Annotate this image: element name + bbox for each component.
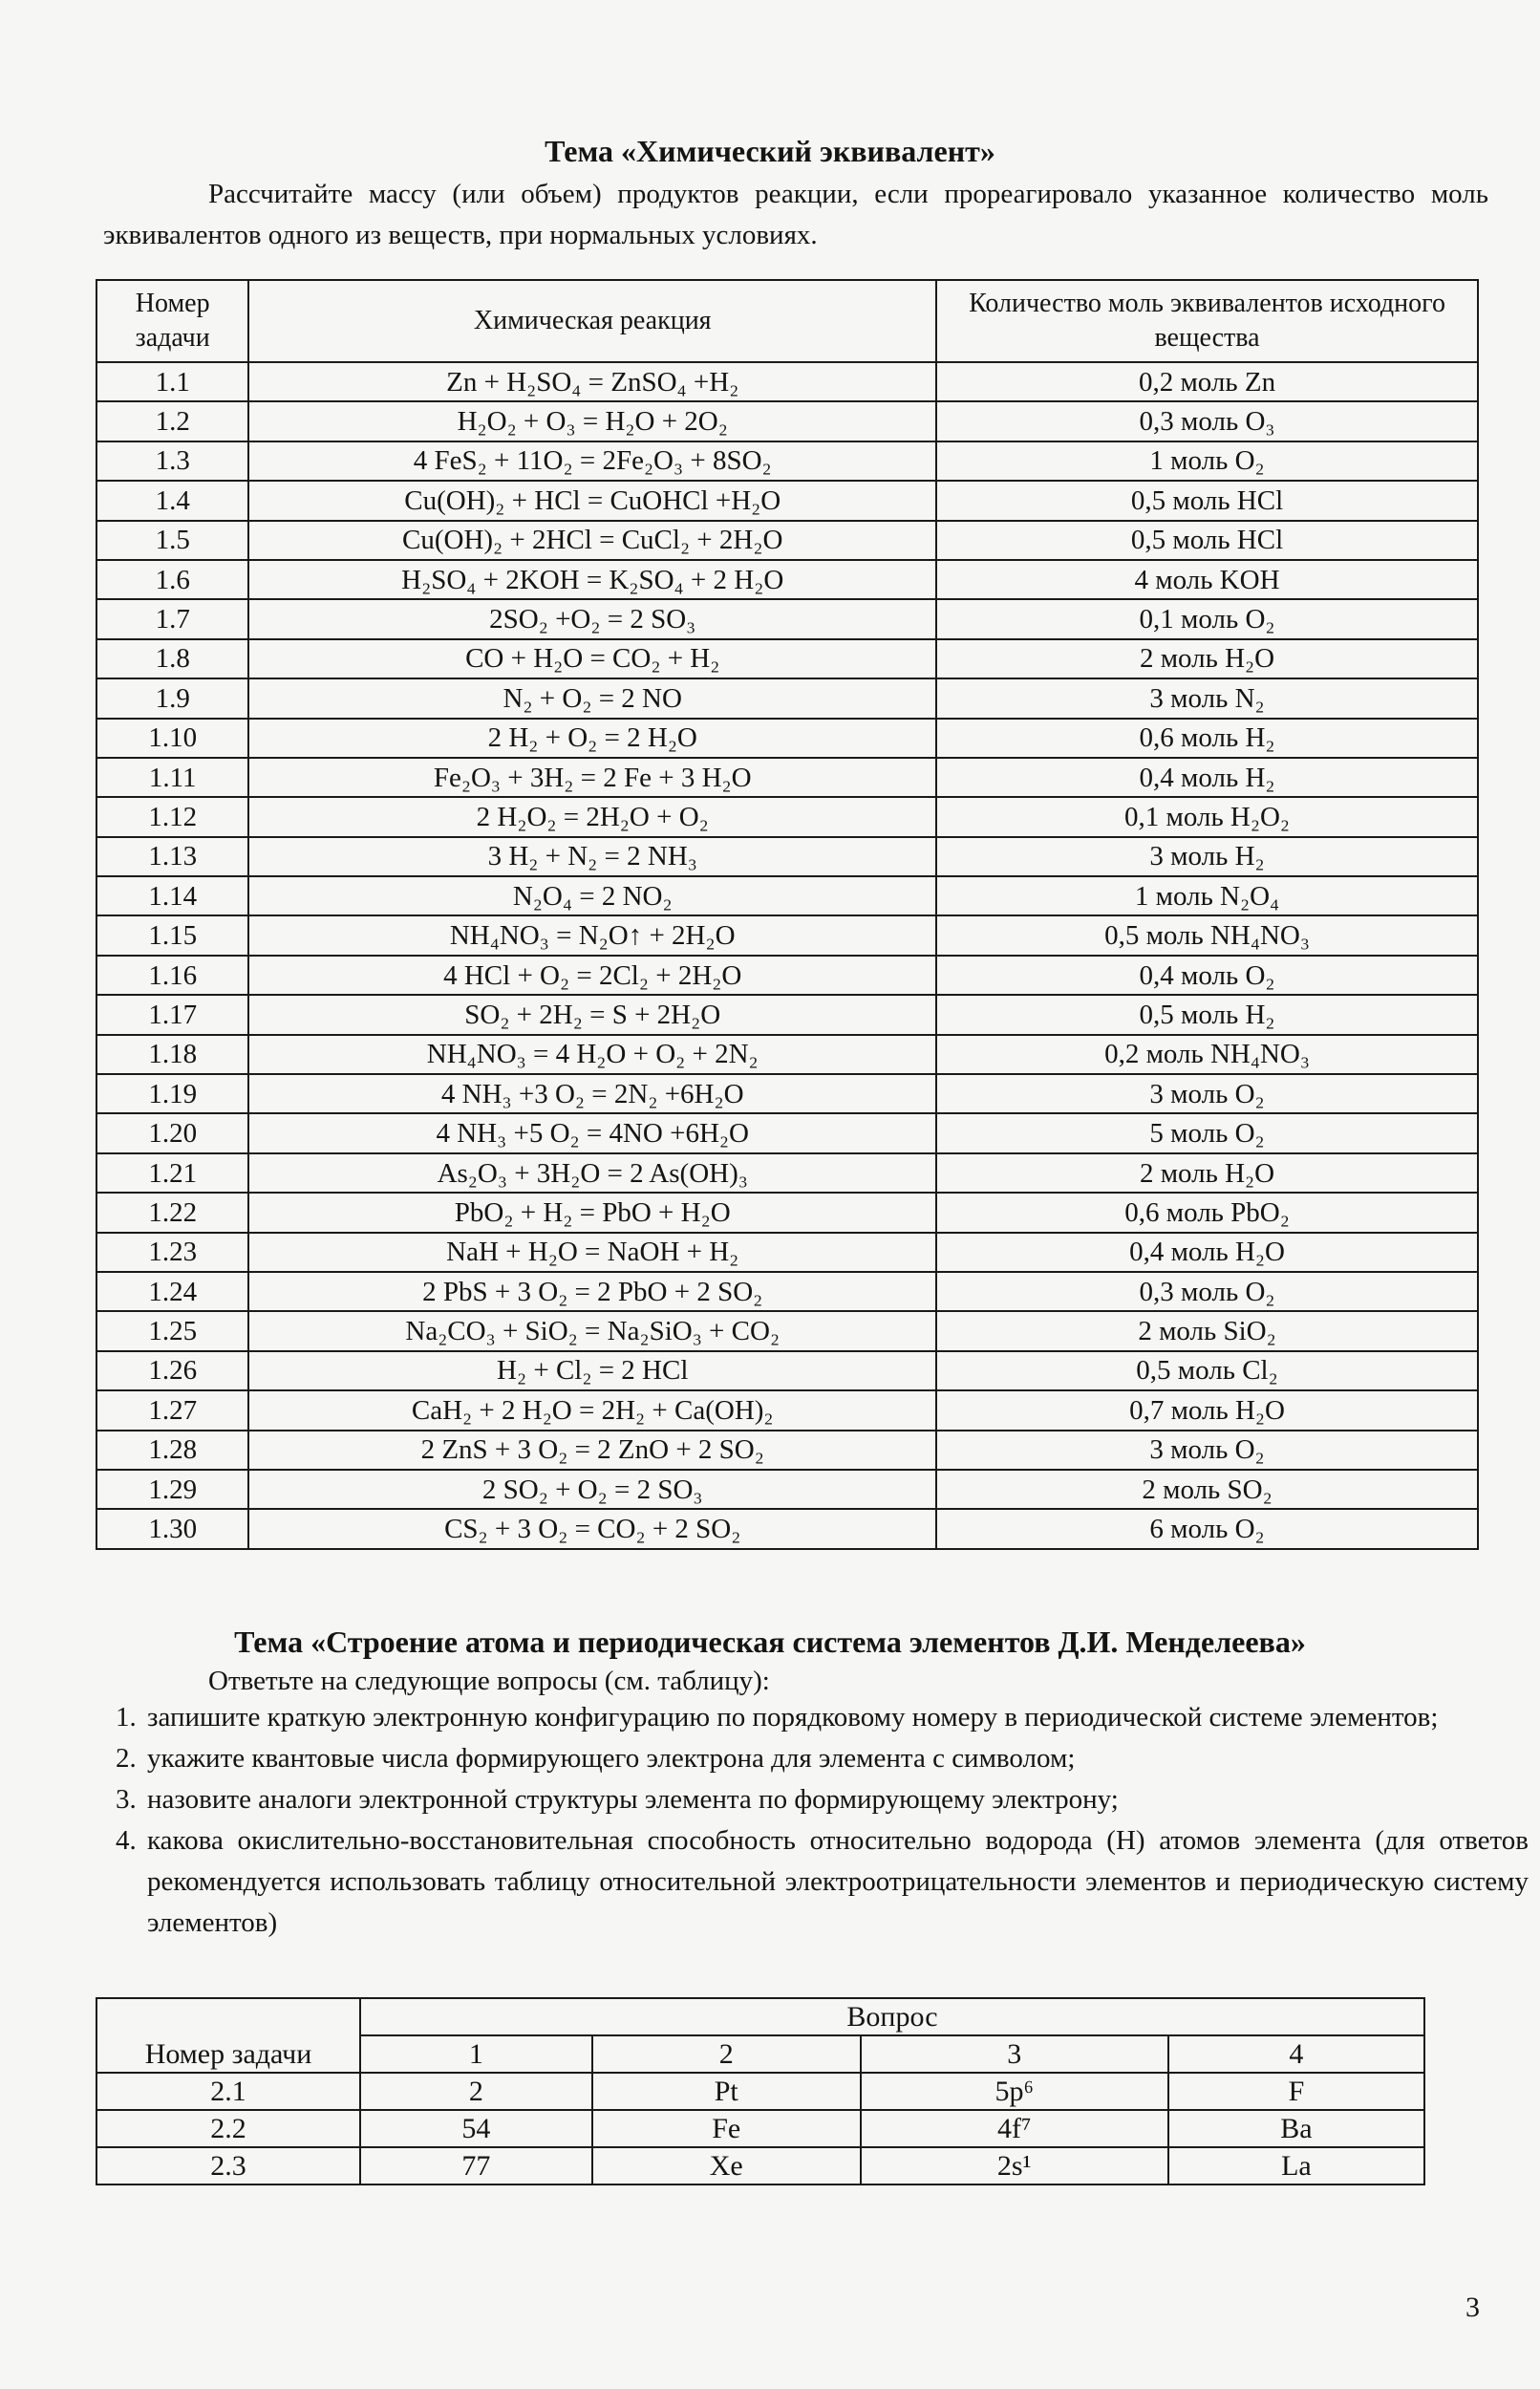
table-row [96, 521, 1478, 560]
table-row [96, 678, 1478, 718]
row-amount: 0,7 моль H₂O [936, 1390, 1478, 1430]
row-reaction: 2 PbS + 3 O₂ = 2 PbO + 2 SO₂ [248, 1272, 936, 1311]
header-reaction: Химическая реакция [248, 280, 936, 362]
table-row [96, 797, 1478, 836]
row-amount: 0,5 моль HCl [936, 481, 1478, 520]
table-row [96, 915, 1478, 955]
cell-c2: Pt [592, 2073, 861, 2110]
table-row [96, 362, 1478, 401]
table-row [96, 1470, 1478, 1509]
header-col-3: 3 [861, 2035, 1168, 2073]
table-header-row [96, 1998, 1424, 2035]
row-reaction: 3 H₂ + N₂ = 2 NH₃ [248, 837, 936, 876]
row-reaction: H₂SO₄ + 2KOH = K₂SO₄ + 2 H₂O [248, 560, 936, 599]
row-number: 1.23 [96, 1233, 248, 1272]
row-amount: 3 моль H₂ [936, 837, 1478, 876]
row-amount: 0,2 моль NH₄NO₃ [936, 1035, 1478, 1074]
table-row [96, 995, 1478, 1034]
row-amount: 0,3 моль O₃ [936, 401, 1478, 441]
row-amount: 0,5 моль H₂ [936, 995, 1478, 1034]
row-number: 1.10 [96, 719, 248, 758]
row-amount: 2 моль SiO₂ [936, 1311, 1478, 1350]
header-question: Вопрос [360, 1998, 1424, 2035]
row-amount: 0,3 моль O₂ [936, 1272, 1478, 1311]
table-row [96, 1074, 1478, 1113]
row-amount: 3 моль O₂ [936, 1431, 1478, 1470]
table-row [96, 599, 1478, 638]
row-amount: 0,1 моль O₂ [936, 599, 1478, 638]
row-number: 1.24 [96, 1272, 248, 1311]
row-reaction: Cu(OH)₂ + HCl = CuOHCl +H₂O [248, 481, 936, 520]
header-number: Номер задачи [96, 1998, 360, 2073]
row-reaction: SO₂ + 2H₂ = S + 2H₂O [248, 995, 936, 1034]
table-row [96, 639, 1478, 678]
row-number: 1.5 [96, 521, 248, 560]
table-header-row [96, 280, 1478, 362]
question-item: 3. назовите аналоги электронной структуры элемента по формирующему электрону; [143, 1779, 1529, 1820]
row-number: 1.11 [96, 758, 248, 797]
row-amount: 0,6 моль H₂ [936, 719, 1478, 758]
row-amount: 2 моль H₂O [936, 1153, 1478, 1193]
row-amount: 3 моль O₂ [936, 1074, 1478, 1113]
table-row [96, 2073, 1424, 2110]
cell-c3: 5p⁶ [861, 2073, 1168, 2110]
page-number: 3 [1465, 2292, 1480, 2323]
row-amount: 0,2 моль Zn [936, 362, 1478, 401]
row-number: 1.25 [96, 1311, 248, 1350]
cell-c3: 4f⁷ [861, 2110, 1168, 2147]
row-number: 1.1 [96, 362, 248, 401]
table-row [96, 1509, 1478, 1548]
row-number: 1.21 [96, 1153, 248, 1193]
section2-intro: Ответьте на следующие вопросы (см. таблицу): [208, 1666, 770, 1696]
table-row [96, 560, 1478, 599]
row-number: 1.20 [96, 1113, 248, 1152]
row-amount: 1 моль N₂O₄ [936, 876, 1478, 915]
row-amount: 2 моль SO₂ [936, 1470, 1478, 1509]
row-number: 1.6 [96, 560, 248, 599]
table-row [96, 1351, 1478, 1390]
cell-c2: Fe [592, 2110, 861, 2147]
table-row [96, 1035, 1478, 1074]
table-row [96, 1431, 1478, 1470]
row-reaction: N₂ + O₂ = 2 NO [248, 678, 936, 718]
cell-c4: La [1168, 2147, 1424, 2185]
row-amount: 0,6 моль PbO₂ [936, 1193, 1478, 1232]
row-amount: 5 моль O₂ [936, 1113, 1478, 1152]
row-reaction: Cu(OH)₂ + 2HCl = CuCl₂ + 2H₂O [248, 521, 936, 560]
table-row [96, 441, 1478, 481]
row-number: 1.26 [96, 1351, 248, 1390]
row-number: 1.22 [96, 1193, 248, 1232]
row-reaction: 2 ZnS + 3 O₂ = 2 ZnO + 2 SO₂ [248, 1431, 936, 1470]
row-reaction: Fe₂O₃ + 3H₂ = 2 Fe + 3 H₂O [248, 758, 936, 797]
row-amount: 3 моль N₂ [936, 678, 1478, 718]
atom-structure-table [96, 1997, 1425, 2185]
row-number: 1.7 [96, 599, 248, 638]
row-amount: 0,1 моль H₂O₂ [936, 797, 1478, 836]
row-number: 1.29 [96, 1470, 248, 1509]
row-reaction: 4 FeS₂ + 11O₂ = 2Fe₂O₃ + 8SO₂ [248, 441, 936, 481]
table-row [96, 837, 1478, 876]
row-amount: 1 моль O₂ [936, 441, 1478, 481]
row-amount: 4 моль KOH [936, 560, 1478, 599]
row-number: 1.3 [96, 441, 248, 481]
row-amount: 2 моль H₂O [936, 639, 1478, 678]
table-row [96, 2147, 1424, 2185]
row-number: 1.15 [96, 915, 248, 955]
header-col-1: 1 [360, 2035, 592, 2073]
row-reaction: 4 NH₃ +3 O₂ = 2N₂ +6H₂O [248, 1074, 936, 1113]
row-amount: 0,5 моль HCl [936, 521, 1478, 560]
table-row [96, 401, 1478, 441]
row-number: 1.17 [96, 995, 248, 1034]
cell-c1: 54 [360, 2110, 592, 2147]
row-reaction: As₂O₃ + 3H₂O = 2 As(OH)₃ [248, 1153, 936, 1193]
row-number: 1.9 [96, 678, 248, 718]
question-item: 4. какова окислительно-восстановительная способность относительно водорода (Н) атомов элемента (для ответов рекомендуется использовать таблицу относительной электроотрицательности элементов и периодическую систему элементов) [143, 1820, 1529, 1944]
row-number: 1.13 [96, 837, 248, 876]
row-reaction: 4 HCl + O₂ = 2Cl₂ + 2H₂O [248, 956, 936, 995]
cell-c4: Ba [1168, 2110, 1424, 2147]
row-reaction: CS₂ + 3 O₂ = CO₂ + 2 SO₂ [248, 1509, 936, 1548]
row-amount: 0,5 моль NH₄NO₃ [936, 915, 1478, 955]
row-amount: 6 моль O₂ [936, 1509, 1478, 1548]
cell-c3: 2s¹ [861, 2147, 1168, 2185]
table-row [96, 481, 1478, 520]
table-row [96, 1193, 1478, 1232]
row-amount: 0,4 моль H₂O [936, 1233, 1478, 1272]
table-row [96, 2110, 1424, 2147]
row-amount: 0,4 моль O₂ [936, 956, 1478, 995]
cell-num: 2.3 [96, 2147, 360, 2185]
row-number: 1.12 [96, 797, 248, 836]
row-number: 1.18 [96, 1035, 248, 1074]
row-number: 1.14 [96, 876, 248, 915]
row-number: 1.4 [96, 481, 248, 520]
section2-title: Тема «Строение атома и периодическая система элементов Д.И. Менделеева» [234, 1625, 1306, 1659]
header-col-2: 2 [592, 2035, 861, 2073]
row-amount: 0,4 моль H₂ [936, 758, 1478, 797]
header-number: Номер задачи [96, 280, 248, 362]
section1-title: Тема «Химический эквивалент» [545, 134, 995, 168]
row-reaction: PbO₂ + H₂ = PbO + H₂O [248, 1193, 936, 1232]
question-item: 1. запишите краткую электронную конфигурацию по порядковому номеру в периодической системе элементов; [143, 1697, 1529, 1738]
questions-list [103, 1697, 1529, 1944]
cell-c1: 77 [360, 2147, 592, 2185]
row-amount: 0,5 моль Cl₂ [936, 1351, 1478, 1390]
cell-c2: Xe [592, 2147, 861, 2185]
row-reaction: 2 SO₂ + O₂ = 2 SO₃ [248, 1470, 936, 1509]
row-reaction: NH₄NO₃ = 4 H₂O + O₂ + 2N₂ [248, 1035, 936, 1074]
table-row [96, 1113, 1478, 1152]
row-number: 1.19 [96, 1074, 248, 1113]
section1-intro: Рассчитайте массу (или объем) продуктов реакции, если прореагировало указанное количество моль эквивалентов одного из веществ, при нормальных условиях. [103, 179, 1488, 250]
row-reaction: 4 NH₃ +5 O₂ = 4NO +6H₂O [248, 1113, 936, 1152]
row-reaction: N₂O₄ = 2 NO₂ [248, 876, 936, 915]
row-number: 1.8 [96, 639, 248, 678]
row-reaction: CaH₂ + 2 H₂O = 2H₂ + Ca(OH)₂ [248, 1390, 936, 1430]
row-reaction: 2 H₂O₂ = 2H₂O + O₂ [248, 797, 936, 836]
header-amount: Количество моль эквивалентов исходного вещества [936, 280, 1478, 362]
equivalent-table [96, 279, 1479, 1550]
row-number: 1.16 [96, 956, 248, 995]
question-item: 2. укажите квантовые числа формирующего электрона для элемента с символом; [143, 1738, 1529, 1779]
table-row [96, 1311, 1478, 1350]
row-reaction: H₂ + Cl₂ = 2 HCl [248, 1351, 936, 1390]
row-reaction: Na₂CO₃ + SiO₂ = Na₂SiO₃ + CO₂ [248, 1311, 936, 1350]
cell-c1: 2 [360, 2073, 592, 2110]
table-row [96, 1390, 1478, 1430]
table-row [96, 1233, 1478, 1272]
cell-num: 2.1 [96, 2073, 360, 2110]
row-reaction: H₂O₂ + O₃ = H₂O + 2O₂ [248, 401, 936, 441]
row-reaction: CO + H₂O = CO₂ + H₂ [248, 639, 936, 678]
table-row [96, 1272, 1478, 1311]
table-row [96, 719, 1478, 758]
table-row [96, 956, 1478, 995]
row-reaction: 2SO₂ +O₂ = 2 SO₃ [248, 599, 936, 638]
table-row [96, 1153, 1478, 1193]
row-number: 1.30 [96, 1509, 248, 1548]
cell-num: 2.2 [96, 2110, 360, 2147]
table-row [96, 758, 1478, 797]
row-number: 1.28 [96, 1431, 248, 1470]
header-col-4: 4 [1168, 2035, 1424, 2073]
row-reaction: NH₄NO₃ = N₂O↑ + 2H₂O [248, 915, 936, 955]
table-row [96, 876, 1478, 915]
row-number: 1.27 [96, 1390, 248, 1430]
cell-c4: F [1168, 2073, 1424, 2110]
row-reaction: 2 H₂ + O₂ = 2 H₂O [248, 719, 936, 758]
row-reaction: Zn + H₂SO₄ = ZnSO₄ +H₂ [248, 362, 936, 401]
row-reaction: NaH + H₂O = NaOH + H₂ [248, 1233, 936, 1272]
row-number: 1.2 [96, 401, 248, 441]
